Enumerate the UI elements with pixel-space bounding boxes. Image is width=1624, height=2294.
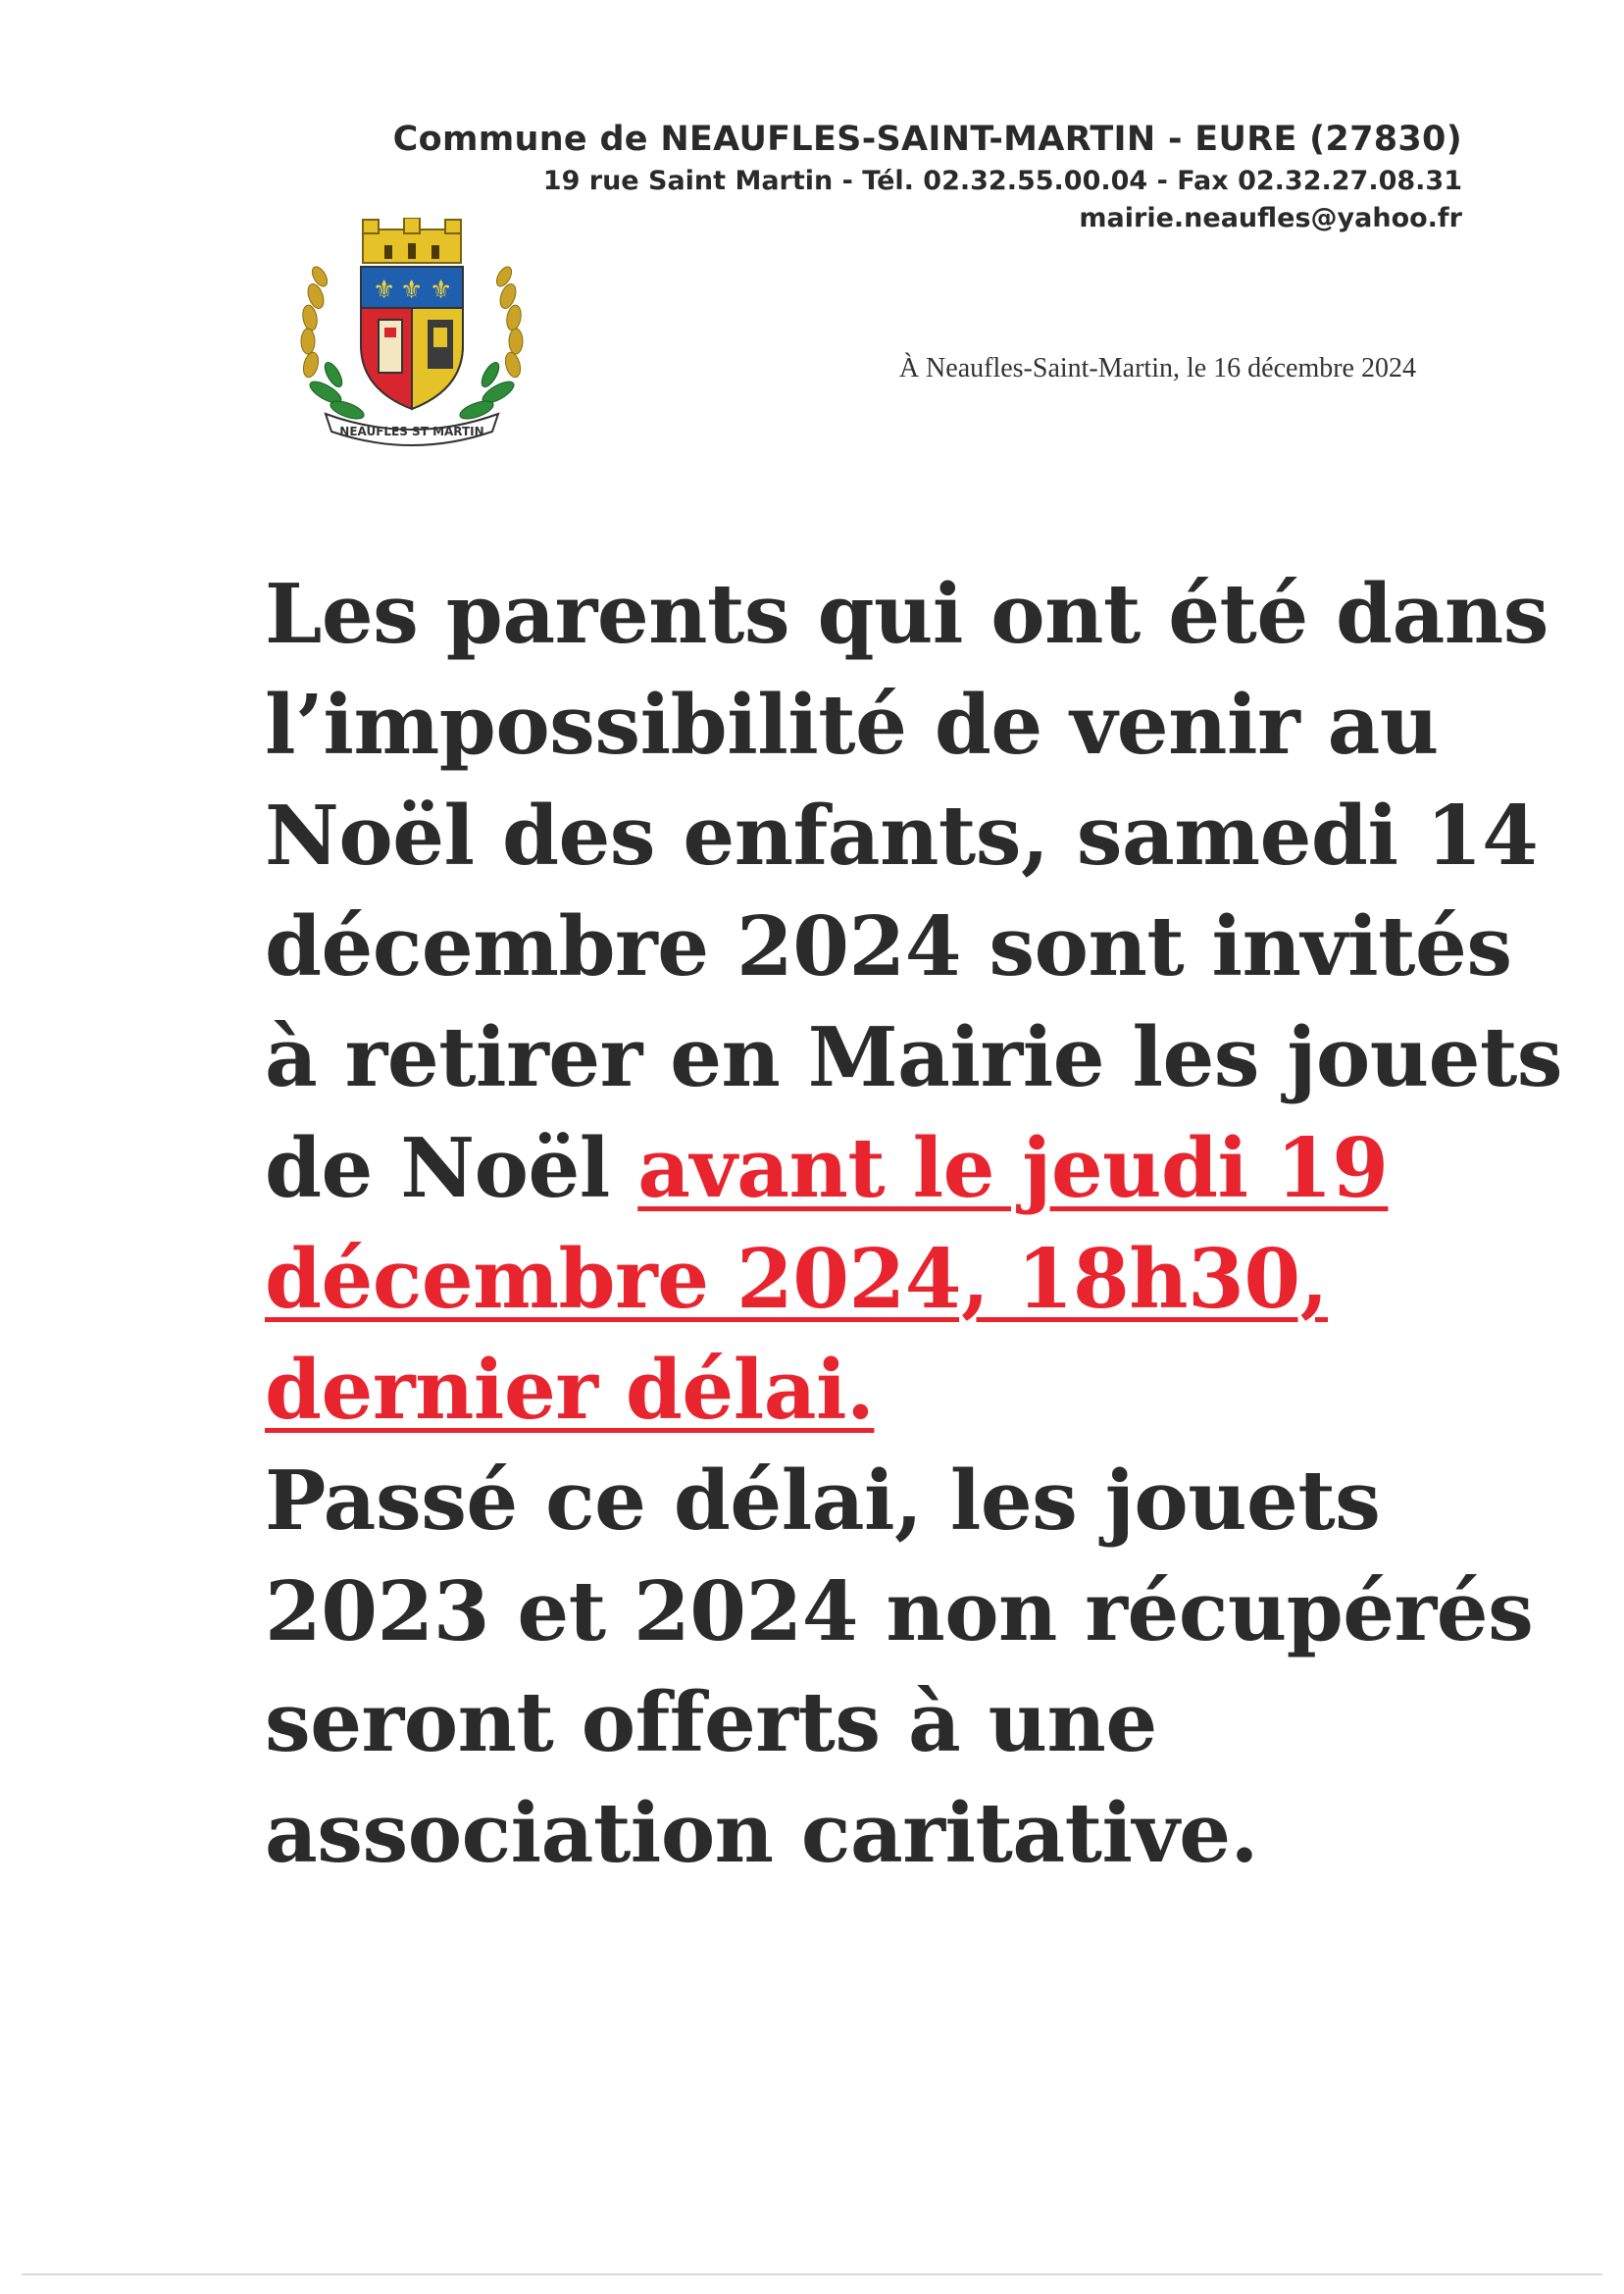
deadline-text: décembre 2024, 18h30, <box>265 1231 1329 1327</box>
notice-line: 2023 et 2024 non récupérés <box>265 1563 1534 1659</box>
notice-line: Les parents qui ont été dans <box>265 566 1548 662</box>
date-line: À Neaufles-Saint-Martin, le 16 décembre 2024 <box>898 353 1416 383</box>
notice-line: décembre 2024 sont invités <box>265 898 1512 994</box>
notice-line: l’impossibilité de venir au <box>265 677 1439 773</box>
notice-line: Noël des enfants, samedi 14 <box>265 788 1539 884</box>
svg-text:⚜: ⚜ <box>373 276 396 305</box>
notice-text: de Noël <box>265 1120 638 1216</box>
letterhead <box>393 116 1462 237</box>
svg-text:⚜: ⚜ <box>430 276 453 305</box>
notice-line: association caritative. <box>265 1785 1258 1881</box>
coat-of-arms-icon <box>286 218 537 453</box>
commune-name: Commune de NEAUFLES-SAINT-MARTIN - EURE (27830) <box>392 120 1462 159</box>
notice-line: à retirer en Mairie les jouets <box>265 1009 1563 1105</box>
crest-banner-text: NEAUFLES ST MARTIN <box>339 425 484 438</box>
scan-edge-divider <box>22 2273 1602 2275</box>
notice-line: seront offerts à une <box>265 1674 1157 1770</box>
notice-body <box>265 559 1563 1889</box>
commune-email: mairie.neaufles@yahoo.fr <box>1079 203 1462 233</box>
notice-line <box>265 1335 1500 1446</box>
notice-line: Passé ce délai, les jouets <box>265 1453 1381 1549</box>
deadline-text: avant le jeudi 19 <box>637 1120 1389 1216</box>
commune-address: 19 rue Saint Martin - Tél. 02.32.55.00.04 - Fax 02.32.27.08.31 <box>542 166 1462 196</box>
deadline-text: dernier délai. <box>265 1342 875 1438</box>
notice-line <box>265 1113 1500 1224</box>
svg-text:⚜: ⚜ <box>400 276 424 305</box>
notice-line <box>265 1224 1500 1335</box>
